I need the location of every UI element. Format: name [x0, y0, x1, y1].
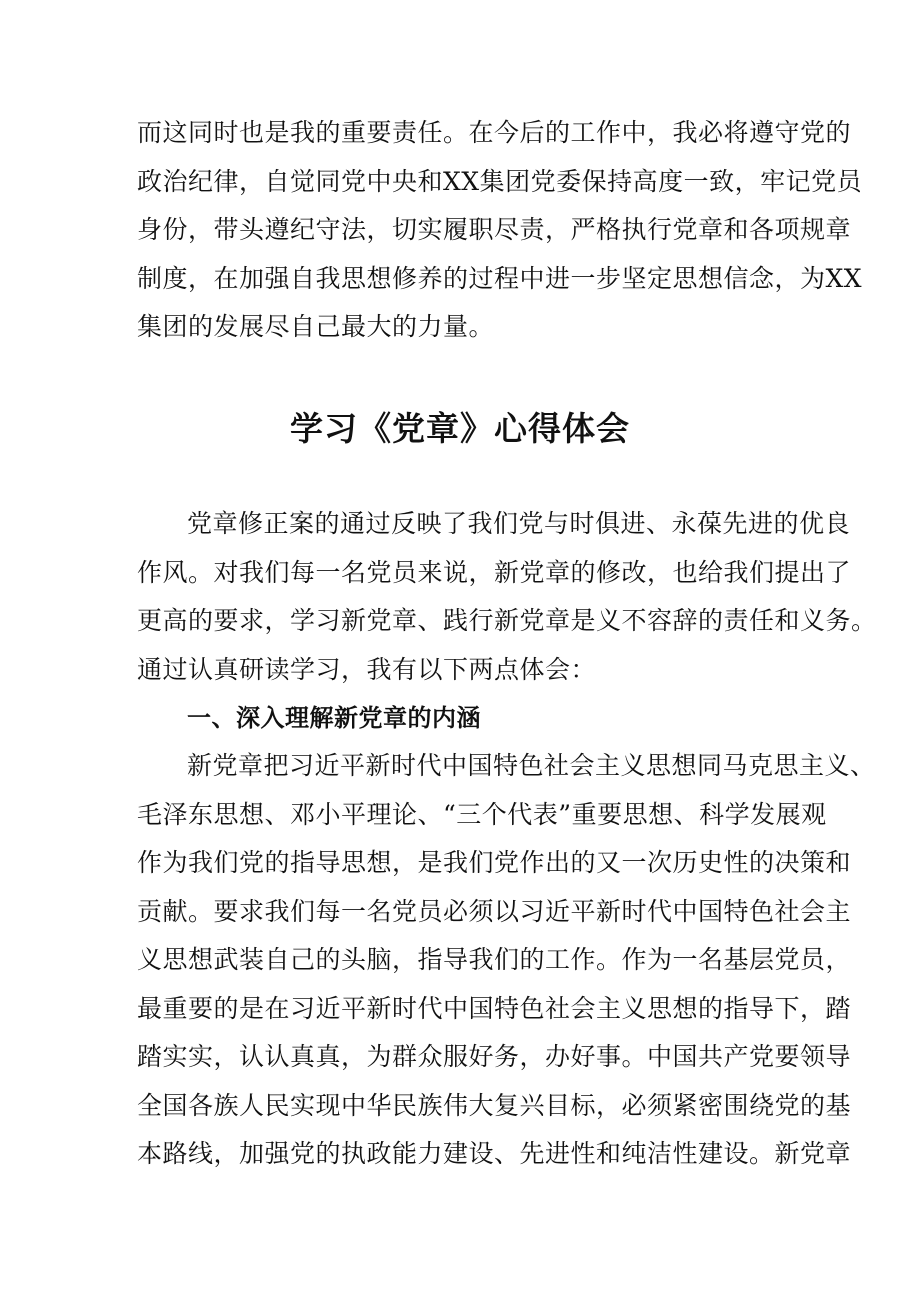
section-heading-block [137, 694, 797, 743]
paragraph-line: 本路线，加强党的执政能力建设、先进性和纯洁性建设。新党章 [137, 1139, 852, 1168]
paragraph-line: 踏实实，认认真真，为群众服好务，办好事。中国共产党要领导 [137, 1042, 852, 1071]
top-paragraph [137, 109, 863, 352]
paragraph-line: 通过认真研读学习，我有以下两点体会： [137, 654, 597, 684]
paragraph-line: 政治纪律，自觉同党中央和XX集团党委保持高度一致，牢记党员 [137, 166, 863, 196]
section-heading: 一、深入理解新党章的内涵 [187, 704, 481, 732]
body-paragraph [137, 742, 876, 1179]
paragraph-line: 毛泽东思想、邓小平理论、“三个代表”重要思想、科学发展观 [137, 799, 827, 829]
paragraph-line: 作为我们党的指导思想，是我们党作出的又一次历史性的决策和 [137, 848, 852, 877]
paragraph-line: 贡献。要求我们每一名党员必须以习近平新时代中国特色社会主 [137, 896, 852, 926]
paragraph-line: 集团的发展尽自己最大的力量。 [137, 312, 495, 341]
paragraph-line: 党章修正案的通过反映了我们党与时俱进、永葆先进的优良 [187, 509, 851, 538]
paragraph-line: 作风。对我们每一名党员来说，新党章的修改，也给我们提出了 [137, 557, 852, 587]
paragraph-line: 新党章把习近平新时代中国特色社会主义思想同马克思主义、 [187, 751, 876, 780]
paragraph-line: 更高的要求，学习新党章、践行新党章是义不容辞的责任和义务。 [137, 606, 877, 635]
paragraph-line: 义思想武装自己的头脑，指导我们的工作。作为一名基层党员， [137, 945, 852, 974]
document-title: 学习《党章》心得体会 [290, 409, 630, 448]
paragraph-line: 而这同时也是我的重要责任。在今后的工作中，我必将遵守党的 [137, 118, 852, 147]
intro-paragraph [137, 500, 877, 694]
paragraph-line: 最重要的是在习近平新时代中国特色社会主义思想的指导下，踏 [137, 993, 852, 1023]
paragraph-line: 全国各族人民实现中华民族伟大复兴目标，必须紧密围绕党的基 [137, 1090, 852, 1120]
paragraph-line: 身份，带头遵纪守法，切实履职尽责，严格执行党章和各项规章 [137, 215, 852, 244]
paragraph-line: 制度，在加强自我思想修养的过程中进一步坚定思想信念，为XX [137, 263, 863, 293]
